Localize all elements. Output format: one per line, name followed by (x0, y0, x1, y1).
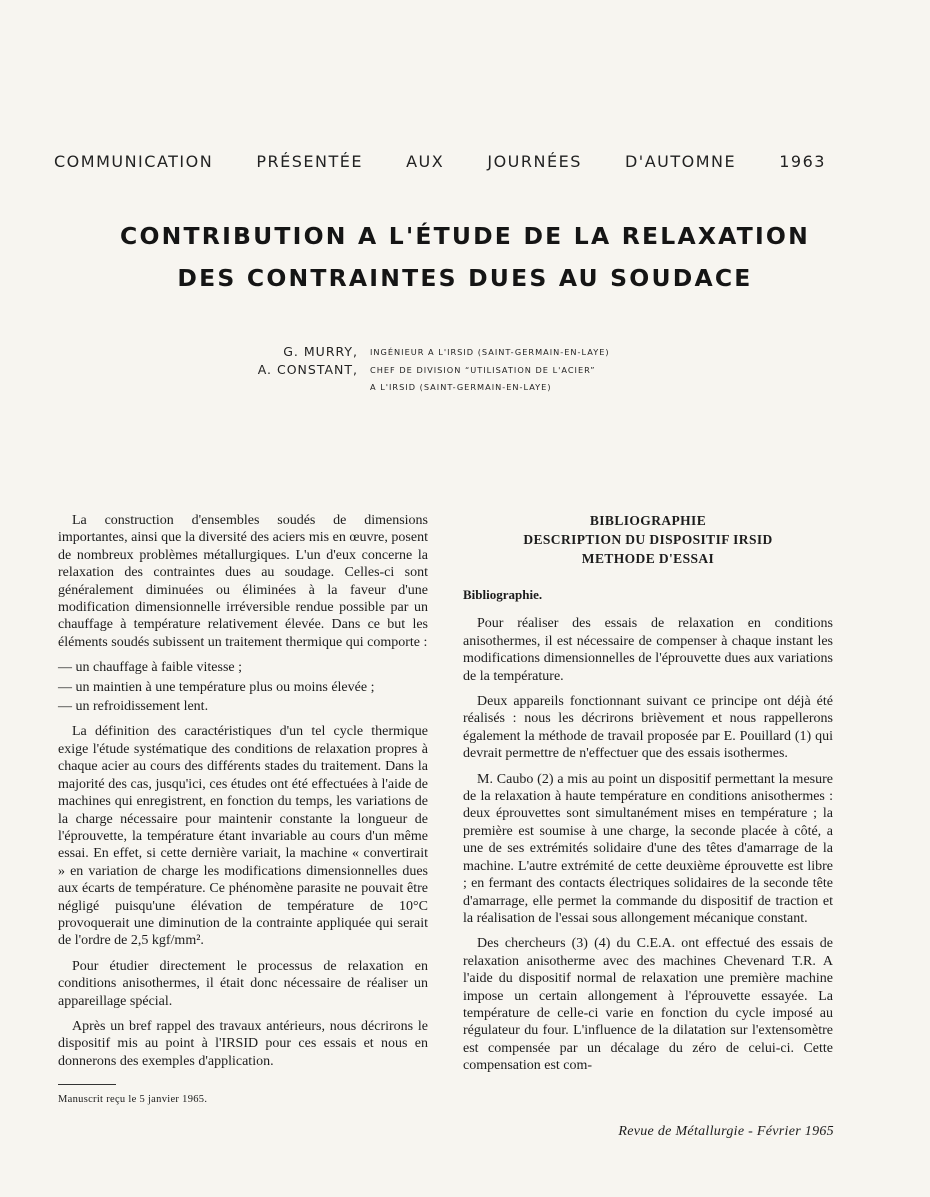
right-column (463, 511, 833, 1083)
conference-banner (54, 152, 826, 171)
paragraph: Des chercheurs (3) (4) du C.E.A. ont effectué des essais de relaxation anisotherme avec des machines Chevenard T.R. A l'aide du dispositif normal de relaxation une première machine impose un certain allongement à l'éprouvette essayée. La température de celle-ci varie en fonction du cycle imposé au régulateur du four. L'influence de la dilatation sur l'extensomètre est compensée par un décalage du zéro de celui-ci. Cette compensation est com- (463, 936, 833, 1074)
list-item: — un maintien à une température plus ou moins élevée ; (58, 679, 375, 695)
journal-footer: Revue de Métallurgie - Février 1965 (618, 1124, 834, 1139)
list-item: — un chauffage à faible vitesse ; (58, 660, 243, 676)
paragraph: Pour étudier directement le processus de relaxation en conditions anisothermes, il était donc nécessaire de réaliser un appareillage spécial. (58, 958, 428, 1009)
left-column (58, 512, 428, 1109)
author-name: A. CONSTANT, (257, 362, 358, 377)
author-murry (160, 343, 680, 361)
title-line-1: CONTRIBUTION A L'ÉTUDE DE LA RELAXATION (120, 222, 810, 250)
paragraph: M. Caubo (2) a mis au point un dispositif permettant la mesure de la relaxation à haute température en conditions anisothermes : deux éprouvettes sont simultanément mises en température ; la première est soumise à une charge, la seconde placée à côté, a une de ses extrémités solidaire d'une des têtes d'amarrage de la machine. L'autre extrémité de cette deuxième éprouvette est libre ; en fermant des contacts électriques solidaires de la seconde tête d'amarrage, elle permet la commande du dispositif de traction et la réalisation de l'essai sous allongement mécanique constant. (463, 771, 833, 926)
banner-word: D'AUTOMNE (624, 152, 737, 171)
section-heading: BIBLIOGRAPHIE DESCRIPTION DU DISPOSITIF IRSID METHODE D'ESSAI (523, 513, 773, 566)
author-name: G. MURRY, (283, 344, 358, 359)
banner-word: PRÉSENTÉE (256, 152, 363, 171)
subsection-heading: Bibliographie. (463, 587, 543, 602)
author-affiliation: CHEF DE DIVISION “UTILISATION DE L'ACIER” A L'IRSID (SAINT-GERMAIN-EN-LAYE) (370, 365, 596, 392)
paragraph: La construction d'ensembles soudés de dimensions importantes, ainsi que la diversité des aciers mis en œuvre, posent de nombreux problèmes métallurgiques. L'un d'eux concerne la relaxation des contraintes dues au soudage. Celles-ci sont généralement diminuées ou éliminées à la faveur d'une modification dimensionnelle irréversible rendue possible par un chauffage à température relativement élevée. Dans ce but les éléments soudés subissent un traitement thermique qui comporte : (58, 513, 428, 650)
article-title (40, 215, 890, 299)
paragraph: Après un bref rappel des travaux antérieurs, nous décrirons le dispositif mis au point à l'IRSID pour ces essais et nous en donnerons des exemples d'application. (58, 1018, 428, 1069)
list-item: — un refroidissement lent. (58, 699, 209, 715)
footnote-divider (58, 1084, 116, 1085)
author-affiliation: INGÉNIEUR A L'IRSID (SAINT-GERMAIN-EN-LAYE) (370, 347, 610, 357)
author-block (160, 343, 680, 396)
banner-word: 1963 (779, 152, 826, 171)
paragraph: Pour réaliser des essais de relaxation en conditions anisothermes, il est nécessaire de compenser à chaque instant les modifications dimensionnelles de l'éprouvette dues aux variations de la température. (463, 616, 833, 684)
footnote: Manuscrit reçu le 5 janvier 1965. (58, 1094, 208, 1106)
paragraph: Deux appareils fonctionnant suivant ce principe ont déjà été réalisés : nous les décrirons brièvement et nous rappellerons également la méthode de travail proposée par E. Pouillard (1) qui devrait permettre de n'effectuer que des essais isothermes. (463, 694, 833, 762)
author-constant (160, 361, 680, 396)
title-line-2: DES CONTRAINTES DUES AU SOUDACE (177, 264, 753, 292)
banner-word: JOURNÉES (487, 152, 582, 171)
paragraph: La définition des caractéristiques d'un tel cycle thermique exige l'étude systématique des conditions de relaxation propres à chaque acier au cours des différents stades du traitement. Dans la majorité des cas, jusqu'ici, ces études ont été effectuées à l'aide de machines qui enregistrent, en fonction du temps, les variations de la charge nécessaire pour maintenir constante la longueur de l'éprouvette, la température étant invariable au cours d'un même essai. En effet, si cette dernière variait, la machine « convertirait » en variation de charge les modifications dimensionnelles dues aux écarts de température. Ce phénomène parasite ne pouvait être négligé puisqu'une élévation de température de 10°C provoquerait une diminution de la contrainte appliquée qui serait de l'ordre de 2,5 kgf/mm². (58, 724, 428, 949)
banner-word: COMMUNICATION (54, 152, 214, 171)
banner-word: AUX (406, 152, 445, 171)
